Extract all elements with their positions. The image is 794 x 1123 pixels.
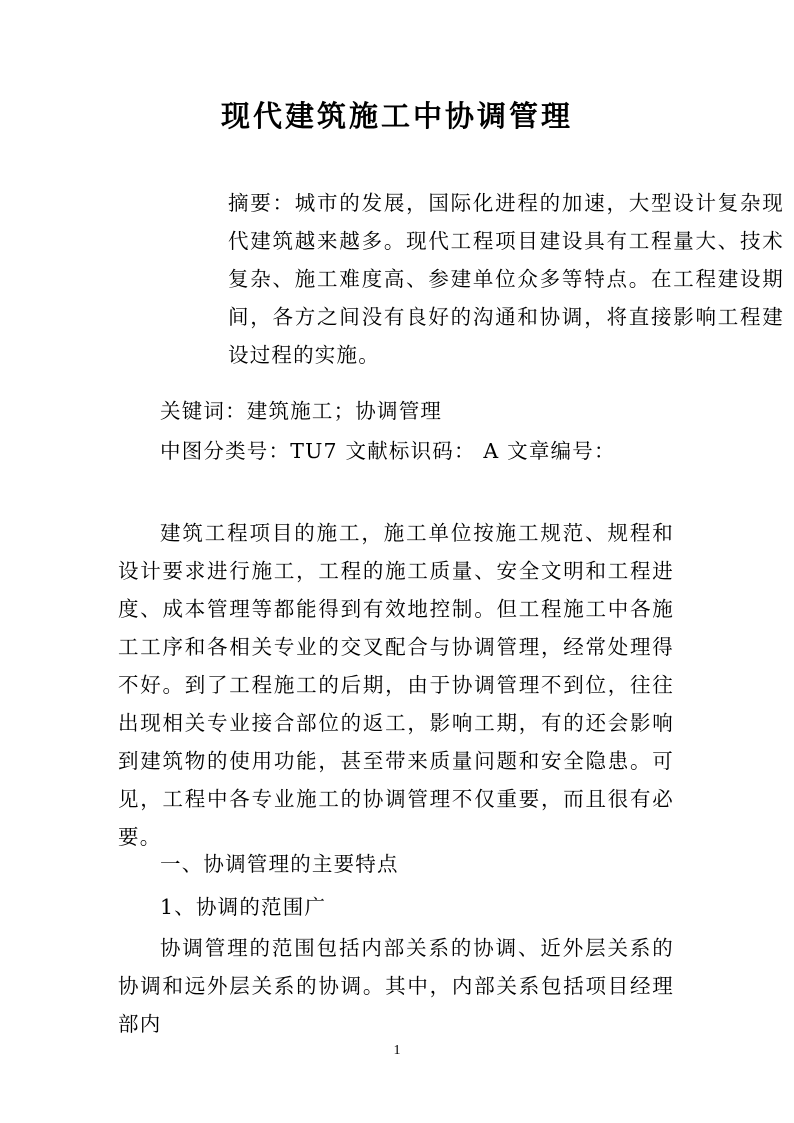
- keywords-line: 关键词：建筑施工；协调管理: [160, 399, 443, 423]
- abstract-paragraph: 摘要：城市的发展，国际化进程的加速，大型设计复杂现代建筑越来越多。现代工程项目建设具有工程量大、技术复杂、施工难度高、参建单位众多等特点。在工程建设期间，各方之间没有良好的沟通和协调，将直接影响工程建设过程的实施。: [228, 191, 784, 367]
- classification-line: 中图分类号：TU7 文献标识码： A 文章编号：: [160, 439, 616, 463]
- body-paragraph-2: 协调管理的范围包括内部关系的协调、近外层关系的协调和远外层关系的协调。其中，内部关系包括项目经理部内: [118, 936, 674, 1036]
- body-paragraph-1: 建筑工程项目的施工，施工单位按施工规范、规程和设计要求进行施工，工程的施工质量、安全文明和工程进度、成本管理等都能得到有效地控制。但工程施工中各施工工序和各相关专业的交叉配合与协调管理，经常处理得不好。到了工程施工的后期，由于协调管理不到位，往往出现相关专业接合部位的返工，影响工期，有的还会影响到建筑物的使用功能，甚至带来质量问题和安全隐患。可见，工程中各专业施工的协调管理不仅重要，而且很有必要。: [118, 521, 674, 849]
- page-number: 1: [393, 1043, 401, 1058]
- document-title: 现代建筑施工中协调管理: [220, 99, 573, 133]
- section-heading: 一、协调管理的主要特点: [160, 852, 399, 876]
- subsection-heading: 1、协调的范围广: [160, 895, 327, 919]
